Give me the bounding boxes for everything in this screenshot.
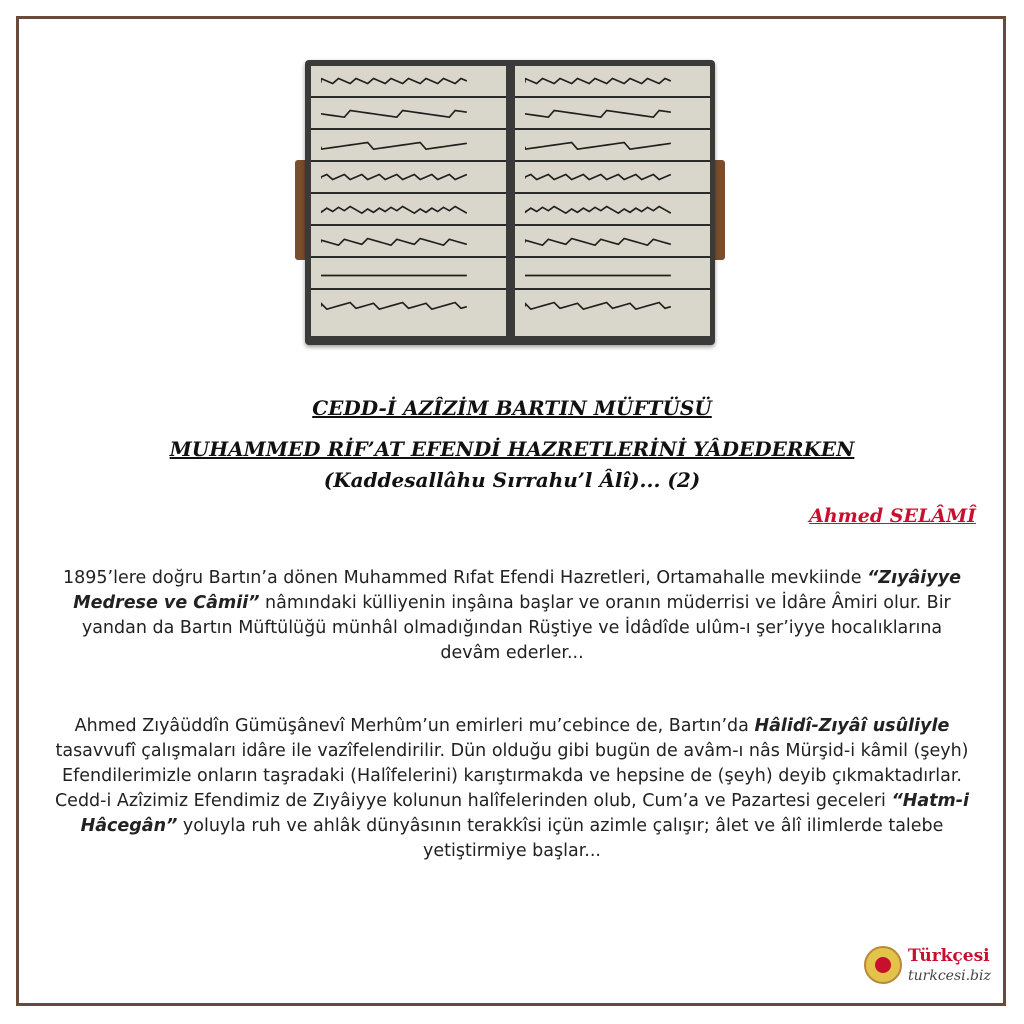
inscription-row — [515, 98, 710, 130]
heading-line-3: (Kaddesallâhu Sırrahu’l Âlî)... (2) — [323, 468, 701, 492]
inscription-row — [515, 130, 710, 162]
inscription-photo — [295, 50, 725, 350]
inscription-row — [515, 162, 710, 194]
heading-line-2: MUHAMMED RİF’AT EFENDİ HAZRETLERİNİ YÂDEDERKEN — [169, 437, 855, 461]
inscription-row — [515, 194, 710, 226]
inscription-row — [515, 290, 710, 320]
inscription-row — [515, 226, 710, 258]
calligraphy-stroke — [525, 300, 671, 310]
calligraphy-stroke — [321, 268, 467, 278]
paragraph-2-emphasis-a: Hâlidî-Zıyâî usûliyle — [754, 716, 950, 736]
inscription-row — [311, 162, 506, 194]
inscription-row — [311, 290, 506, 320]
emblem-icon — [864, 946, 902, 984]
paragraph-1-emphasis: “Zıyâiyye Medrese ve Câmii” — [73, 568, 961, 613]
calligraphy-stroke — [525, 268, 671, 278]
inscription-row — [311, 130, 506, 162]
calligraphy-stroke — [525, 204, 671, 214]
site-logo[interactable] — [864, 944, 990, 988]
stone-tablet — [305, 60, 715, 345]
calligraphy-stroke — [321, 236, 467, 246]
calligraphy-stroke — [525, 172, 671, 182]
inscription-row — [311, 226, 506, 258]
paragraph-1-text-b: nâmındaki külliyenin inşâına başlar ve oranın müderrisi ve İdâre Âmiri olur. Bir yandan da Bartın Müftülüğü münhâl olmadığından Rüştiye ve İdâdîde ulûm-ı şer’iyye hocalıklarına devâm ederler... — [81, 593, 951, 663]
logo-name: Türkçesi — [908, 946, 990, 966]
inscription-panel-right — [515, 66, 710, 336]
logo-url: turkcesi.biz — [908, 968, 991, 984]
inscription-row — [515, 66, 710, 98]
paragraph-2-text-c: yoluyla ruh ve ahlâk dünyâsının terakkîsi içün azimle çalışır; âlet ve âlî ilimlerde talebe yetiştirmiye başlar... — [177, 816, 944, 861]
calligraphy-stroke — [525, 108, 671, 118]
calligraphy-stroke — [321, 204, 467, 214]
inscription-panel-left — [311, 66, 506, 336]
calligraphy-stroke — [525, 236, 671, 246]
inscription-row — [515, 258, 710, 290]
calligraphy-stroke — [321, 108, 467, 118]
paragraph-2-text-b: tasavvufî çalışmaları idâre ile vazîfelendirilir. Dün olduğu gibi bugün de avâm-ı nâs Mürşid-i kâmil (şeyh) Efendilerimizle onların taşradaki (Halîfelerini) karıştırmakda ve hepsine de (şeyh) deyib çıkmaktadırlar. Cedd-i Azîzimiz Efendimiz de Zıyâiyye kolunun halîfelerinden olub, Cum’a ve Pazartesi geceleri — [54, 741, 969, 811]
author-name: Ahmed SELÂMÎ — [809, 505, 976, 527]
heading-line-1: CEDD-İ AZÎZİM BARTIN MÜFTÜSÜ — [312, 396, 712, 420]
paragraph-2-emphasis-b: “Hatm-i Hâcegân” — [80, 791, 970, 836]
inscription-row — [311, 98, 506, 130]
calligraphy-stroke — [321, 172, 467, 182]
paragraph-2 — [50, 714, 974, 864]
calligraphy-stroke — [525, 140, 671, 150]
calligraphy-stroke — [321, 76, 467, 86]
paragraph-1-text-a: 1895’lere doğru Bartın’a dönen Muhammed Rıfat Efendi Hazretleri, Ortamahalle mevkiinde — [63, 568, 868, 588]
paragraph-1 — [50, 566, 974, 666]
calligraphy-stroke — [321, 300, 467, 310]
inscription-row — [311, 258, 506, 290]
inscription-row — [311, 66, 506, 98]
calligraphy-stroke — [525, 76, 671, 86]
paragraph-2-text-a: Ahmed Zıyâüddîn Gümüşânevî Merhûm’un emirleri mu’cebince de, Bartın’da — [74, 716, 755, 736]
calligraphy-stroke — [321, 140, 467, 150]
inscription-row — [311, 194, 506, 226]
